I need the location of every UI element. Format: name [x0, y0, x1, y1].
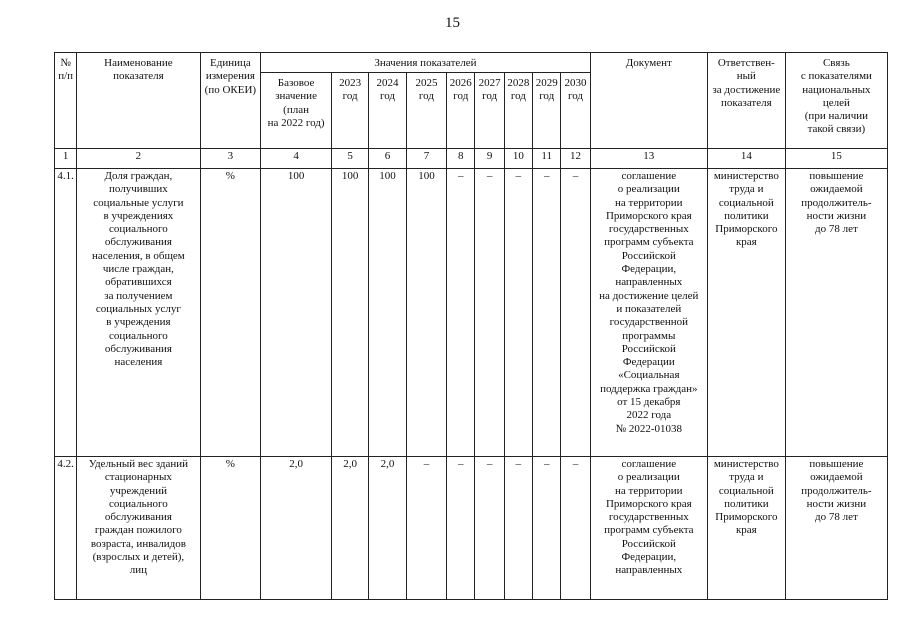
row-year-value: –: [447, 457, 475, 600]
column-number: 5: [331, 149, 368, 169]
header-year: 2025 год: [406, 73, 446, 149]
header-year: 2023 год: [331, 73, 368, 149]
row-base: 100: [261, 169, 332, 457]
row-year-value: –: [504, 169, 532, 457]
row-responsible: министерство труда и социальной политики Приморского края: [707, 169, 785, 457]
header-year: 2027 год: [475, 73, 504, 149]
header-year: 2028 год: [504, 73, 532, 149]
column-number: 10: [504, 149, 532, 169]
column-number: 2: [77, 149, 200, 169]
column-number: 1: [55, 149, 77, 169]
row-num: 4.2.: [55, 457, 77, 600]
table-row: [55, 457, 888, 600]
row-document: соглашение о реализации на территории Приморского края государственных программ субъекта Российской Федерации, направленных: [590, 457, 707, 600]
header-year: 2030 год: [561, 73, 590, 149]
row-year-value: 100: [331, 169, 368, 457]
row-year-value: 100: [406, 169, 446, 457]
indicators-table: [54, 52, 888, 600]
column-number: 3: [200, 149, 261, 169]
row-year-value: 2,0: [369, 457, 406, 600]
row-unit: %: [200, 457, 261, 600]
row-year-value: –: [406, 457, 446, 600]
column-number: 6: [369, 149, 406, 169]
row-year-value: –: [561, 169, 590, 457]
row-year-value: –: [533, 169, 561, 457]
header-year: 2024 год: [369, 73, 406, 149]
row-num: 4.1.: [55, 169, 77, 457]
row-responsible: министерство труда и социальной политики Приморского края: [707, 457, 785, 600]
row-link: повышение ожидаемой продолжитель- ности жизни до 78 лет: [785, 169, 887, 457]
header-name: Наименование показателя: [77, 53, 200, 149]
row-year-value: –: [447, 169, 475, 457]
table-row: [55, 169, 888, 457]
header-link: Связь с показателями национальных целей (при наличии такой связи): [785, 53, 887, 149]
row-base: 2,0: [261, 457, 332, 600]
header-responsible: Ответствен- ный за достижение показателя: [707, 53, 785, 149]
header-year: 2029 год: [533, 73, 561, 149]
row-year-value: 2,0: [331, 457, 368, 600]
header-year: 2026 год: [447, 73, 475, 149]
row-year-value: –: [475, 457, 504, 600]
row-unit: %: [200, 169, 261, 457]
header-base: Базовое значение (план на 2022 год): [261, 73, 332, 149]
column-number: 7: [406, 149, 446, 169]
row-document: соглашение о реализации на территории Приморского края государственных программ субъекта Российской Федерации, направленных на достижение целей и показателей государственной программы Российской Федерации «Социальная поддержка граждан» от 15 декабря 2022 года № 2022-01038: [590, 169, 707, 457]
row-year-value: –: [475, 169, 504, 457]
row-year-value: –: [561, 457, 590, 600]
row-year-value: –: [533, 457, 561, 600]
header-num: № п/п: [55, 53, 77, 149]
row-name: Удельный вес зданий стационарных учреждений социального обслуживания граждан пожилого возраста, инвалидов (взрослых и детей), лиц: [77, 457, 200, 600]
header-values-group: Значения показателей: [261, 53, 590, 73]
column-number: 14: [707, 149, 785, 169]
column-number: 4: [261, 149, 332, 169]
row-year-value: –: [504, 457, 532, 600]
column-number: 15: [785, 149, 887, 169]
header-unit: Единица измерения (по ОКЕИ): [200, 53, 261, 149]
column-number: 13: [590, 149, 707, 169]
row-year-value: 100: [369, 169, 406, 457]
column-number: 8: [447, 149, 475, 169]
page-number: 15: [445, 15, 460, 31]
header-document: Документ: [590, 53, 707, 149]
row-name: Доля граждан, получивших социальные услуги в учреждениях социального обслуживания населения, в общем числе граждан, обратившихся за получением социальных услуг в учреждения социального обслуживания населения: [77, 169, 200, 457]
header-row-1: [55, 53, 888, 73]
row-link: повышение ожидаемой продолжитель- ности жизни до 78 лет: [785, 457, 887, 600]
column-number: 12: [561, 149, 590, 169]
column-number: 9: [475, 149, 504, 169]
column-number: 11: [533, 149, 561, 169]
column-number-row: [55, 149, 888, 169]
